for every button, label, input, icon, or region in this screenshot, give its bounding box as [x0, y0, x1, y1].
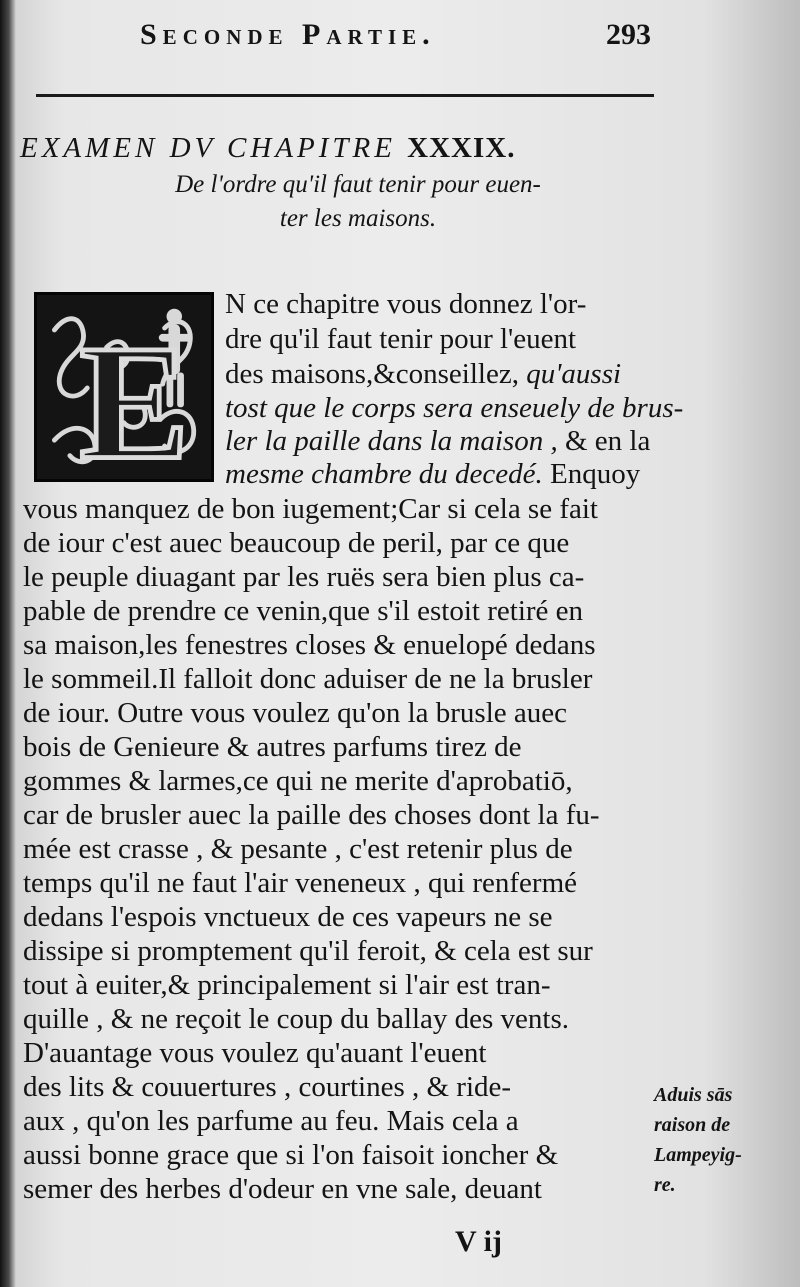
text-line-23: D'auantage vous voulez qu'auant l'euent [23, 1037, 487, 1069]
text-line-6-italic: mesme chambre du decedé. [225, 458, 551, 490]
text-line-22: quille , & ne reçoit le coup du ballay des vents. [23, 1003, 570, 1035]
drop-cap-letter: E [79, 311, 190, 479]
margin-note-line-3: Lampeyig- [654, 1144, 742, 1166]
text-line-5-roman: & en la [564, 425, 651, 457]
text-line-25: aux , qu'on les parfume au feu. Mais cela a [23, 1105, 519, 1137]
text-line-5-italic: ler la paille dans la maison , [225, 425, 565, 457]
text-line-21: tout à euiter,& principalement si l'air est tran- [23, 969, 551, 1001]
decorated-initial [34, 292, 214, 482]
margin-note [654, 1080, 800, 1200]
margin-note-line-2: raison de [654, 1114, 731, 1136]
text-line-5 [225, 425, 655, 457]
text-line-16: car de brusler auec la paille des choses dont la fu- [23, 799, 600, 831]
text-line-19: dedans l'espois vnctueux de ces vapeurs ne se [23, 901, 553, 933]
margin-note-line-1: Aduis sās [654, 1084, 733, 1106]
text-line-1: N ce chapitre vous donnez l'or- [225, 288, 587, 320]
text-line-7: vous manquez de bon iugement;Car si cela se fait [23, 493, 598, 525]
header-rule [36, 94, 654, 97]
text-line-24: des lits & couuertures , courtines , & ride- [23, 1071, 512, 1103]
text-line-2: dre qu'il faut tenir pour l'euent [225, 323, 577, 355]
text-line-8: de iour c'est auec beaucoup de peril, par ce que [23, 527, 570, 559]
chapter-heading-text: EXAMEN DV CHAPITRE [20, 132, 396, 164]
text-line-17: mée est crasse , & pesante , c'est retenir plus de [23, 833, 573, 865]
text-line-15: gommes & larmes,ce qui ne merite d'aprobatiō, [23, 765, 573, 797]
text-line-3-italic: qu'aussi [526, 358, 622, 390]
margin-note-line-4: re. [654, 1174, 676, 1196]
decorated-initial-ornament [37, 295, 211, 479]
chapter-heading [20, 132, 515, 165]
text-line-27: semer des herbes d'odeur en vne sale, deuant [23, 1173, 542, 1205]
text-line-4: tost que le corps sera enseuely de brus- [225, 392, 684, 424]
gathering-signature: V ij [455, 1225, 502, 1258]
text-line-6-roman: Enquoy [550, 458, 641, 490]
chapter-number: XXXIX. [407, 132, 516, 164]
page-number: 293 [606, 18, 651, 51]
text-line-3-roman: des maisons,&conseillez, [225, 358, 527, 390]
text-line-3 [225, 358, 655, 390]
running-title: Seconde Partie. [140, 18, 436, 51]
chapter-subtitle-line-1: De l'ordre qu'il faut tenir pour euen- [175, 171, 541, 198]
binding-shadow [0, 0, 16, 1287]
text-line-26: aussi bonne grace que si l'on faisoit ioncher & [23, 1139, 559, 1171]
chapter-subtitle [118, 168, 598, 236]
text-line-10: pable de prendre ce venin,que s'il estoit retiré en [23, 595, 584, 627]
text-line-20: dissipe si promptement qu'il feroit, & cela est sur [23, 935, 593, 967]
text-line-18: temps qu'il ne faut l'air veneneux , qui renfermé [23, 867, 578, 899]
text-line-11: sa maison,les fenestres closes & enuelopé dedans [23, 629, 596, 661]
text-line-12: le sommeil.Il falloit donc aduiser de ne la brusler [23, 663, 593, 695]
text-line-9: le peuple diuagant par les ruës sera bien plus ca- [23, 561, 585, 593]
text-line-6 [225, 458, 655, 490]
chapter-subtitle-line-2: ter les maisons. [279, 205, 437, 232]
text-line-14: bois de Genieure & autres parfums tirez de [23, 731, 522, 763]
text-line-13: de iour. Outre vous voulez qu'on la brusle auec [23, 697, 567, 729]
